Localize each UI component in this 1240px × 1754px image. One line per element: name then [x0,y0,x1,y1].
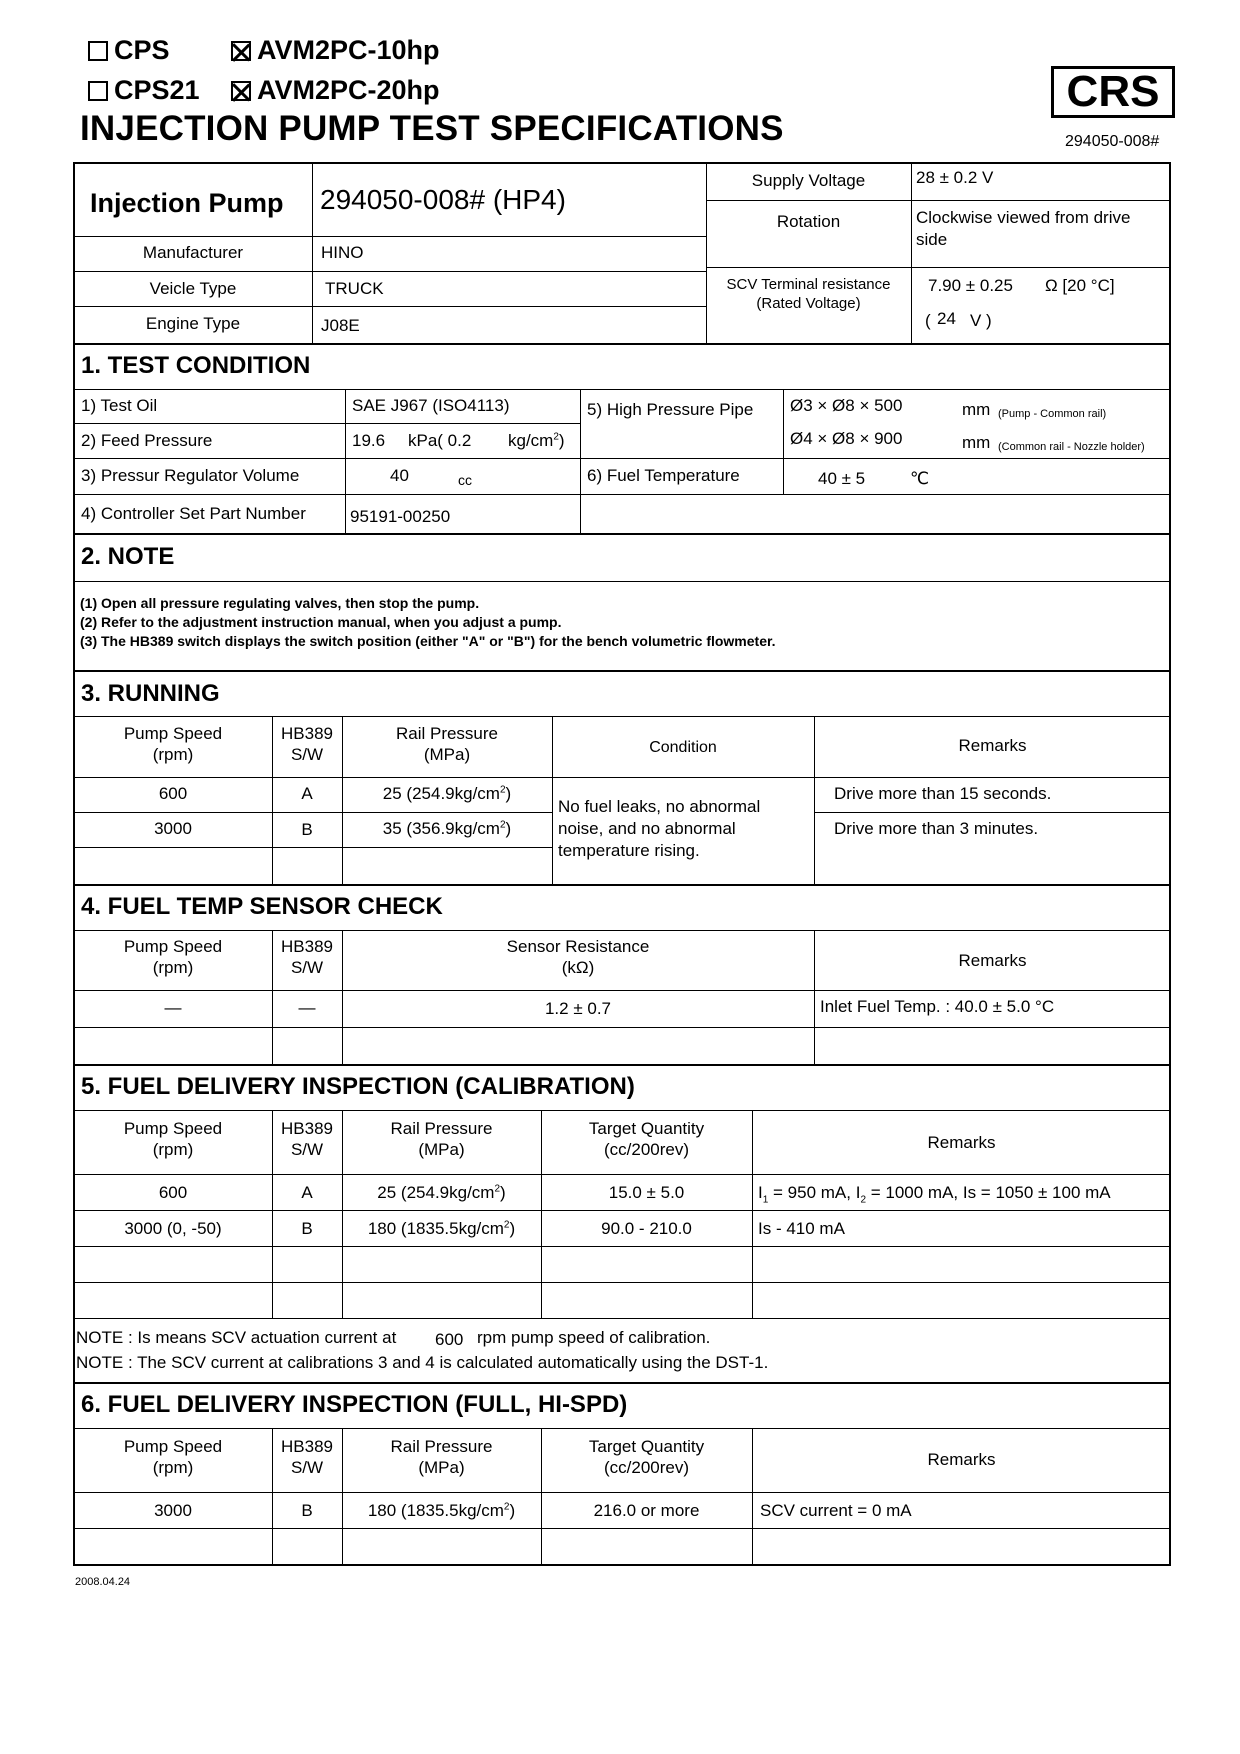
sensor-row-sw: — [298,998,316,1017]
calib-row1-sw: A [301,1183,313,1202]
calib-row2-rail [342,1218,541,1239]
calib-row1-qty: 15.0 ± 5.0 [608,1183,685,1202]
running-col-hb-1: HB389 [281,724,333,743]
full-row-rail-text: 180 (1835.5kg/cm [367,1501,504,1520]
full-row-sw: B [301,1501,313,1520]
running-row2-sw: B [301,820,313,839]
section-test-condition: 1. TEST CONDITION [81,352,311,379]
calib-col-hb-2: S/W [290,1140,324,1159]
scv-value-unit: Ω [20 °C] [1045,276,1115,295]
pipe-2-unit: mm [962,433,991,452]
checkbox-cps[interactable] [88,41,108,61]
running-row1-rail-sup: 2 [499,784,506,796]
running-col-rail-1: Rail Pressure [395,724,499,743]
running-col-condition: Condition [649,739,717,756]
sensor-col-res-2: (kΩ) [561,958,595,977]
calib-row1-rail-close: ) [500,1183,506,1202]
checkbox-cps21[interactable] [88,81,108,101]
sensor-col-speed-2: (rpm) [152,958,194,977]
sensor-col-res-1: Sensor Resistance [506,937,650,956]
manufacturer-label: Manufacturer [142,243,244,262]
fuel-temp-unit: ℃ [910,469,930,488]
note-line-3: (3) The HB389 switch displays the switch position (either "A" or "B") for the bench volumetric flowmeter. [80,633,776,649]
calib-row1-speed: 600 [158,1183,188,1202]
footer-date: 2008.04.24 [75,1576,131,1588]
running-col-hb-2: S/W [290,745,324,764]
calib-row1-remarks-i: I [758,1183,763,1202]
full-col-hb-2: S/W [290,1458,324,1477]
section-full-hispd: 6. FUEL DELIVERY INSPECTION (FULL, HI-SPD) [81,1391,628,1418]
checkbox-avm10-row [231,34,440,66]
calib-row1-remarks [758,1182,1111,1206]
calib-col-hb-1: HB389 [281,1119,333,1138]
page-title: INJECTION PUMP TEST SPECIFICATIONS [80,109,784,148]
pipe-1-unit: mm [962,400,991,419]
calib-col-qty-1: Target Quantity [588,1119,705,1138]
engine-type-value: J08E [321,316,360,335]
scv-label-2: (Rated Voltage) [756,295,861,312]
calib-row2-remarks: Is - 410 mA [758,1219,845,1238]
calib-row1-remarks-sub2: 2 [860,1194,866,1206]
test-oil-value: SAE J967 (ISO4113) [352,396,510,415]
injection-pump-label: Injection Pump [90,188,284,218]
running-row2-rail-text: 35 (356.9kg/cm [382,819,500,838]
calib-row2-rail-close: ) [509,1219,516,1238]
calib-row2-qty: 90.0 - 210.0 [601,1219,692,1238]
sensor-row-remarks: Inlet Fuel Temp. : 40.0 ± 5.0 °C [820,997,1055,1016]
calib-col-remarks: Remarks [927,1133,996,1152]
feed-pressure-unit-text: kg/cm [508,431,554,450]
running-condition-2: noise, and no abnormal [558,819,736,838]
full-col-qty-2: (cc/200rev) [603,1458,690,1477]
regulator-label: 3) Pressur Regulator Volume [81,466,300,485]
checkbox-cps-row [88,34,170,66]
checkbox-avm10-label: AVM2PC-10hp [257,35,440,65]
running-row2-rail-close: ) [505,819,512,838]
rotation-label: Rotation [776,212,841,231]
engine-type-label: Engine Type [145,314,241,333]
note-line-2: (2) Refer to the adjustment instruction manual, when you adjust a pump. [80,614,562,630]
calib-col-rail-1: Rail Pressure [390,1119,493,1138]
regulator-unit: cc [458,472,472,488]
scv-rated-close: V ) [970,311,992,330]
calib-row2-rail-text: 180 (1835.5kg/cm [367,1219,504,1238]
calib-col-speed-2: (rpm) [152,1140,194,1159]
vehicle-type-label: Veicle Type [149,279,237,298]
vehicle-type-value: TRUCK [325,279,384,298]
calib-note-1-b: rpm pump speed of calibration. [477,1328,711,1347]
calib-col-qty-2: (cc/200rev) [603,1140,690,1159]
pipe-1-note: (Pump - Common rail) [998,408,1107,420]
scv-rated-open: ( [925,311,931,330]
feed-pressure-label: 2) Feed Pressure [81,431,213,450]
scv-rated-voltage: 24 [937,309,956,328]
calib-col-rail-2: (MPa) [418,1140,465,1159]
full-col-speed-1: Pump Speed [123,1437,223,1456]
calib-row2-sw: B [301,1219,313,1238]
test-oil-label: 1) Test Oil [81,396,158,415]
running-row1-sw: A [301,784,313,803]
running-row2-remarks: Drive more than 3 minutes. [834,819,1039,838]
supply-voltage-label: Supply Voltage [751,171,866,190]
full-col-hb-1: HB389 [281,1437,333,1456]
note-line-1: (1) Open all pressure regulating valves, then stop the pump. [80,595,480,611]
full-col-rail-1: Rail Pressure [390,1437,493,1456]
fuel-temp-label: 6) Fuel Temperature [587,466,740,485]
scv-label-1: SCV Terminal resistance [726,276,891,293]
header-part-number: 294050-008# [1065,133,1160,150]
feed-pressure-close: ) [558,431,565,450]
full-row-rail [342,1500,541,1521]
running-col-rail-2: (MPa) [423,745,471,764]
pipe-2-value: Ø4 × Ø8 × 900 [790,429,903,448]
running-row1-rail-close: ) [505,784,512,803]
checkbox-avm20-row [231,74,440,106]
fuel-temp-value: 40 ± 5 [818,469,866,488]
section-running: 3. RUNNING [81,680,220,707]
controller-value: 95191-00250 [350,507,451,526]
calib-row1-remarks-a: = 950 mA, I [768,1183,861,1202]
checkbox-avm2pc-10hp[interactable] [231,41,251,61]
checkbox-cps21-row [88,74,200,106]
checkbox-avm20-label: AVM2PC-20hp [257,75,440,105]
manufacturer-value: HINO [321,243,364,262]
calib-row1-rail-sup: 2 [494,1183,501,1195]
section-calibration: 5. FUEL DELIVERY INSPECTION (CALIBRATION) [81,1073,635,1100]
running-row1-rail [342,783,552,804]
calib-row1-remarks-sub1: 1 [762,1194,769,1206]
calib-note-1-rpm: 600 [435,1330,464,1349]
injection-pump-value: 294050-008# (HP4) [320,184,566,215]
feed-pressure-value: 19.6 [352,431,386,450]
calib-row1-remarks-b: = 1000 mA, Is = 1050 ± 100 mA [866,1183,1111,1202]
checkbox-cps21-label: CPS21 [114,75,200,105]
pipe-1-value: Ø3 × Ø8 × 500 [790,396,903,415]
sensor-col-hb-2: S/W [290,958,324,977]
full-col-remarks: Remarks [927,1450,996,1469]
scv-value: 7.90 ± 0.25 [928,276,1013,295]
pipe-label: 5) High Pressure Pipe [587,400,754,419]
full-row-rail-sup: 2 [503,1501,510,1513]
calib-note-2: NOTE : The SCV current at calibrations 3 and 4 is calculated automatically using the DST-1. [76,1353,769,1372]
full-row-speed: 3000 [154,1501,192,1520]
supply-voltage-value: 28 ± 0.2 V [916,168,994,187]
running-condition-1: No fuel leaks, no abnormal [558,797,761,816]
full-col-qty-1: Target Quantity [588,1437,705,1456]
calib-note-1-a: NOTE : Is means SCV actuation current at [76,1328,397,1347]
rotation-value-2: side [916,230,948,249]
crs-badge: CRS [1051,66,1175,118]
calib-row1-rail-text: 25 (254.9kg/cm [377,1183,495,1202]
sensor-row-speed: — [164,998,182,1017]
pipe-2-note: (Common rail - Nozzle holder) [998,441,1145,453]
calib-col-speed-1: Pump Speed [123,1119,223,1138]
running-row2-rail-sup: 2 [499,819,506,831]
section-note: 2. NOTE [81,543,175,570]
sensor-col-remarks: Remarks [958,951,1027,970]
full-col-speed-2: (rpm) [152,1458,194,1477]
rotation-value-1: Clockwise viewed from drive [916,208,1131,227]
regulator-value: 40 [390,466,409,485]
sensor-row-resistance: 1.2 ± 0.7 [544,999,612,1018]
full-row-qty: 216.0 or more [593,1501,700,1520]
calib-row1-rail [342,1182,541,1203]
running-col-speed-1: Pump Speed [123,724,223,743]
running-row2-rail [342,818,552,839]
full-row-remarks: SCV current = 0 mA [760,1501,912,1520]
running-row1-rail-text: 25 (254.9kg/cm [382,784,500,803]
checkbox-cps-label: CPS [114,35,170,65]
controller-label: 4) Controller Set Part Number [81,504,306,523]
calib-row2-rail-sup: 2 [503,1219,510,1231]
running-col-speed-2: (rpm) [152,745,194,764]
running-col-remarks: Remarks [958,736,1027,755]
full-row-rail-close: ) [509,1501,516,1520]
running-row1-remarks: Drive more than 15 seconds. [834,784,1052,803]
running-condition-3: temperature rising. [558,841,700,860]
sensor-col-hb-1: HB389 [281,937,333,956]
calib-row2-speed: 3000 (0, -50) [124,1219,222,1238]
checkbox-avm2pc-20hp[interactable] [231,81,251,101]
feed-pressure-unit: $kg/cm^2$) [508,431,565,450]
feed-pressure-kpa: kPa( 0.2 [408,431,472,450]
full-col-rail-2: (MPa) [418,1458,465,1477]
sensor-col-speed-1: Pump Speed [123,937,223,956]
section-sensor-check: 4. FUEL TEMP SENSOR CHECK [81,893,443,920]
running-row2-speed: 3000 [154,819,192,838]
running-row1-speed: 600 [158,784,188,803]
